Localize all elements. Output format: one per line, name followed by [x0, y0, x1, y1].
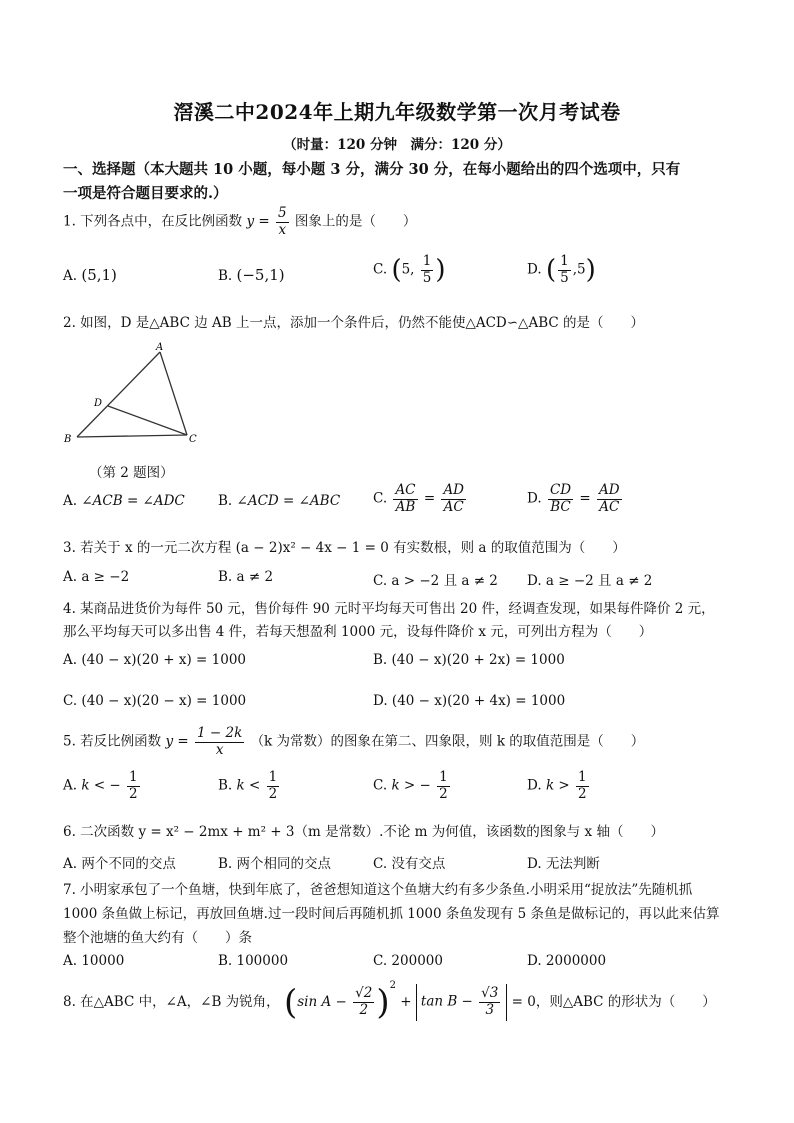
q1-option-d-post: ,5 — [572, 261, 586, 278]
question-5-suffix: （k 为常数）的图象在第二、四象限，则 k 的取值范围是（ ） — [250, 733, 645, 750]
q7-option-a[interactable]: A. 10000 — [63, 953, 125, 969]
q2-option-c-num1: AC — [395, 482, 416, 498]
q1-option-d[interactable]: D. ( $\frac{1}{5}$ ,5) — [527, 253, 596, 286]
page-subtitle: （时量：120 分钟 满分：120 分） — [283, 137, 511, 153]
question-5-prefix: 5. 若反比例函数 — [63, 733, 162, 750]
question-5-denominator: x — [215, 741, 224, 758]
question-8-square: 2 — [389, 980, 396, 991]
q2-option-c-den2: AC — [443, 498, 464, 515]
question-5 — [63, 726, 644, 758]
side-ac — [160, 352, 187, 435]
question-5-fraction — [195, 726, 244, 758]
section-heading-line2: 一项是符合题目要求的.） — [63, 185, 228, 202]
page-title: 滘溪二中2024年上期九年级数学第一次月考试卷 — [173, 100, 621, 124]
q2-option-c-den1: AB — [395, 498, 416, 515]
q2-option-c-label: C. — [373, 490, 388, 507]
q3-option-c[interactable]: C. a > −2 且 a ≠ 2 — [373, 573, 498, 589]
question-5-func: y = — [165, 733, 189, 750]
q6-option-b[interactable]: B. 两个相同的交点 — [218, 856, 332, 872]
question-3: 3. 若关于 x 的一元二次方程 (a − 2)x² − 4x − 1 = 0 有实数根，则 a 的取值范围为（ ） — [63, 540, 626, 556]
q4-option-c[interactable]: C. (40 − x)(20 − x) = 1000 — [63, 693, 247, 709]
q2-option-c[interactable] — [373, 483, 468, 515]
q2-option-d-den1: BC — [550, 498, 571, 515]
q7-option-d[interactable]: D. 2000000 — [527, 953, 607, 969]
question-8-den2: 3 — [485, 1002, 495, 1018]
q5-option-a-pre: k < − — [81, 777, 121, 794]
q2-option-b-text: ∠ACD = ∠ABC — [236, 493, 341, 509]
q5-option-a-label: A. — [63, 777, 78, 794]
q5-option-d-pre: k > — [545, 777, 570, 794]
question-8-tail: = 0，则△ABC 的形状为（ ） — [511, 994, 716, 1010]
q1-option-c-label: C. — [373, 261, 388, 278]
q2-option-a[interactable] — [63, 493, 185, 509]
section-heading-line1: 一、选择题（本大题共 10 小题，每小题 3 分，满分 30 分，在每小题给出的四个选项中，只有 — [63, 161, 681, 178]
q2-option-d-label: D. — [527, 490, 542, 507]
vertex-a-label: A — [156, 342, 164, 353]
q2-option-d-den2: AC — [599, 498, 620, 515]
side-ab — [77, 352, 160, 437]
question-1-numerator: 5 — [278, 205, 287, 221]
q1-option-b[interactable] — [218, 266, 285, 284]
q5-option-c-label: C. — [373, 777, 388, 794]
q6-option-a[interactable]: A. 两个不同的交点 — [63, 856, 176, 872]
question-8: 8. 在△ABC 中，∠A，∠B 为锐角， (sin A − $\frac{√2}{2}$ )$^2$ + tan B − $\frac{√3}{3}$ = 0，则△ABC 的形状为（ ） — [63, 980, 716, 1023]
question-1-suffix: 图象上的是（ ） — [294, 213, 417, 230]
q2-option-a-label: A. — [63, 493, 78, 509]
question-8-num1: √2 — [355, 985, 373, 1002]
question-8-den1: 2 — [359, 1002, 369, 1018]
q4-option-d[interactable]: D. (40 − x)(20 + 4x) = 1000 — [373, 693, 566, 709]
q5-option-c-num: 1 — [439, 769, 448, 785]
q7-option-c[interactable]: C. 200000 — [373, 953, 443, 969]
q5-option-b-pre: k < — [236, 777, 261, 794]
q7-option-b[interactable]: B. 100000 — [218, 953, 289, 969]
q5-option-c-den: 2 — [439, 785, 448, 802]
question-7-line1: 7. 小明家承包了一个鱼塘，快到年底了，爸爸想知道这个鱼塘大约有多少条鱼.小明采用“捉放法”先随机抓 — [63, 882, 693, 898]
q6-option-c[interactable]: C. 没有交点 — [373, 856, 446, 872]
question-8-abs — [416, 984, 507, 1020]
q2-option-d-num1: CD — [549, 482, 572, 498]
q5-option-b-den: 2 — [268, 785, 278, 802]
triangle-figure — [60, 340, 210, 450]
q5-option-b-num: 1 — [268, 769, 278, 785]
segment-cd — [108, 406, 187, 435]
question-2: 2. 如图，D 是△ABC 边 AB 上一点，添加一个条件后，仍然不能使△ACD∽△ABC 的是（ ） — [63, 315, 644, 331]
q1-option-a-text: (5,1) — [81, 266, 117, 284]
question-1-func: y = — [246, 213, 270, 230]
q1-option-b-label: B. — [218, 268, 233, 284]
q5-option-d-den: 2 — [578, 785, 587, 802]
q1-option-b-text: (−5,1) — [236, 266, 285, 284]
figure-caption: （第 2 题图） — [89, 465, 174, 481]
q2-option-a-text: ∠ACB = ∠ADC — [81, 493, 185, 509]
q1-option-d-den: 5 — [560, 269, 569, 286]
question-4-line2: 那么平均每天可以多出售 4 件，若每天想盈利 1000 元，设每件降价 x 元，可列出方程为（ ） — [63, 624, 653, 640]
question-4-line1: 4. 某商品进货价为每件 50 元，售价每件 90 元时平均每天可售出 20 件，经调查发现，如果每件降价 2 元， — [63, 601, 715, 617]
question-8-prefix: 8. 在△ABC 中，∠A，∠B 为锐角， — [63, 994, 280, 1010]
q1-option-c-num: 1 — [422, 253, 432, 269]
q2-option-c-num2: AD — [443, 482, 465, 498]
question-1-fraction — [276, 206, 289, 238]
question-1-prefix: 1. 下列各点中，在反比例函数 — [63, 213, 243, 230]
q2-option-d[interactable] — [527, 483, 624, 515]
question-1 — [63, 206, 416, 238]
vertex-b-label: B — [64, 434, 72, 445]
q1-option-d-label: D. — [527, 261, 542, 278]
vertex-c-label: C — [189, 434, 197, 445]
question-8-sin: sin A − — [297, 994, 347, 1010]
vertex-d-label: D — [94, 398, 103, 409]
q5-option-c-pre: k > − — [391, 777, 431, 794]
q1-option-d-num: 1 — [560, 253, 569, 269]
question-7-line2: 1000 条鱼做上标记，再放回鱼塘.过一段时间后再随机抓 1000 条鱼发现有 5 条鱼是做标记的，再以此来估算 — [63, 906, 720, 922]
question-8-num2: √3 — [481, 985, 499, 1002]
q2-option-d-eq: = — [579, 490, 591, 507]
q5-option-a-den: 2 — [129, 785, 138, 802]
question-7-line3: 整个池塘的鱼大约有（ ）条 — [63, 930, 252, 946]
q3-option-a[interactable]: A. a ≥ −2 — [63, 569, 130, 585]
q5-option-d-label: D. — [527, 777, 542, 794]
q5-option-c[interactable] — [373, 770, 452, 802]
q1-option-c-den: 5 — [422, 269, 432, 286]
q1-option-a-label: A. — [63, 268, 78, 284]
q2-option-c-eq: = — [423, 490, 436, 507]
q5-option-a[interactable] — [63, 770, 142, 802]
q3-option-b[interactable]: B. a ≠ 2 — [218, 569, 274, 585]
question-8-tan: tan B − — [420, 994, 473, 1010]
q5-option-b-label: B. — [218, 777, 233, 794]
q4-option-b[interactable]: B. (40 − x)(20 + 2x) = 1000 — [373, 652, 565, 668]
q6-option-d[interactable]: D. 无法判断 — [527, 856, 600, 872]
q2-option-d-num2: AD — [599, 482, 620, 498]
question-1-denominator: x — [278, 221, 287, 238]
q1-option-c[interactable]: C. (5, $\frac{1}{5}$ ) — [373, 253, 446, 286]
q5-option-b[interactable] — [218, 770, 281, 802]
question-6: 6. 二次函数 y = x² − 2mx + m² + 3（m 是常数）.不论 m 为何值，该函数的图象与 x 轴（ ） — [63, 824, 664, 840]
question-5-numerator: 1 − 2k — [197, 725, 243, 741]
q5-option-a-num: 1 — [129, 769, 138, 785]
q1-option-a[interactable] — [63, 266, 117, 284]
side-bc — [77, 435, 187, 437]
q1-option-c-pre: 5, — [401, 261, 415, 278]
q2-option-b-label: B. — [218, 493, 233, 509]
q3-option-d[interactable]: D. a ≥ −2 且 a ≠ 2 — [527, 573, 653, 589]
q4-option-a[interactable]: A. (40 − x)(20 + x) = 1000 — [63, 652, 247, 668]
q5-option-d[interactable] — [527, 770, 591, 802]
q5-option-d-num: 1 — [578, 769, 587, 785]
q2-option-b[interactable] — [218, 493, 340, 509]
